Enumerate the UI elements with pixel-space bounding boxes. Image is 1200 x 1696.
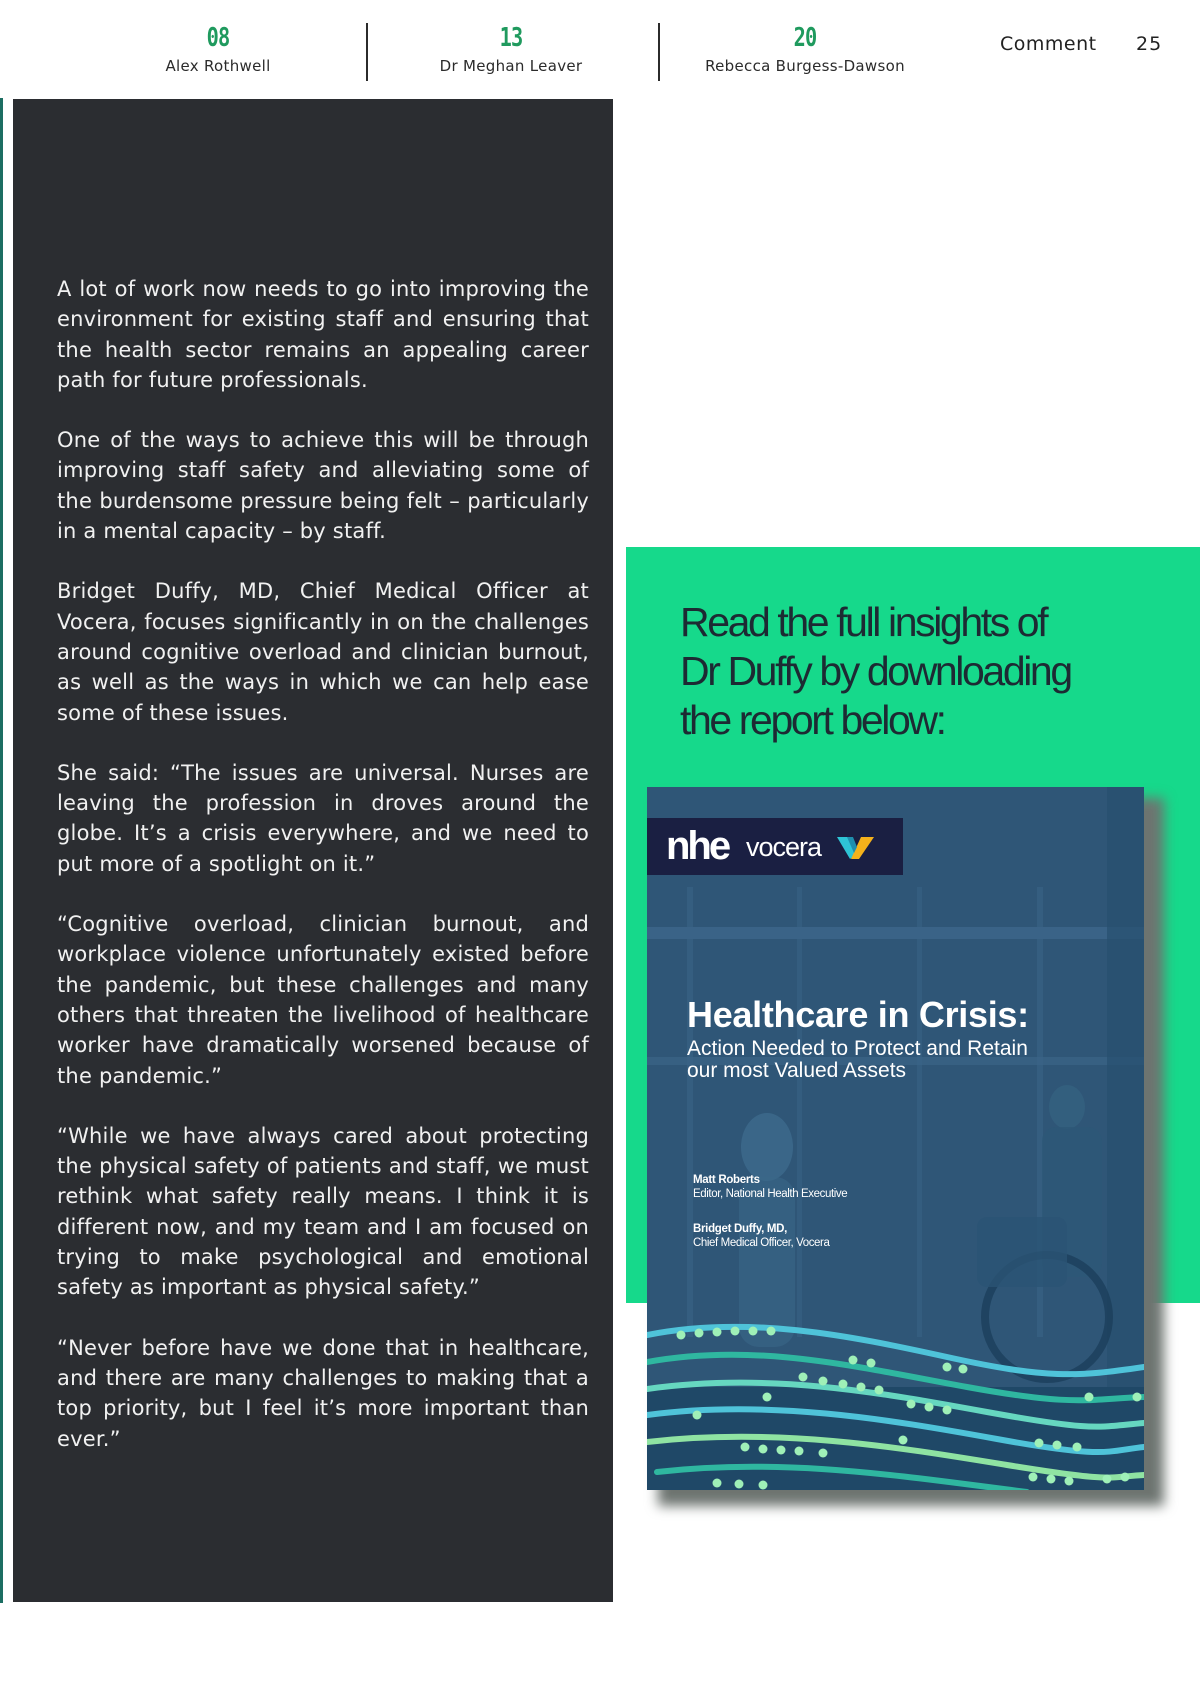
nav-author-name: Dr Meghan Leaver <box>439 57 583 75</box>
nav-link-dr-meghan-leaver[interactable] <box>366 20 656 76</box>
vocera-logo: vocera <box>746 832 822 862</box>
promo-heading <box>680 598 1180 745</box>
article-paragraph: “Cognitive overload, clinician burnout, and workplace violence unfortunately existed before the pandemic, but these challenges and many others that threaten the livelihood of healthcare worker have dramatically worsened because of the pandemic.” <box>57 912 589 1088</box>
article-paragraph: She said: “The issues are universal. Nurses are leaving the profession in droves around the globe. It’s a crisis everywhere, and we need to put more of a spotlight on it.” <box>57 760 589 876</box>
nav-page-number: 08 <box>206 23 230 53</box>
nav-page-number: 20 <box>793 23 817 53</box>
article-paragraph: A lot of work now needs to go into improving the environment for existing staff and ensuring that the health sector remains an appealing career path for future professionals. <box>57 277 589 392</box>
nav-author-name: Alex Rothwell <box>165 57 271 75</box>
promo-heading-line: Read the full insights of <box>680 599 1047 645</box>
promo-heading-line: the report below: <box>680 697 945 743</box>
contributor-name: Matt Roberts <box>693 1174 760 1186</box>
decorative-wave-pattern <box>647 787 1144 1490</box>
left-edge-strip <box>0 98 3 1603</box>
nav-author-name: Rebecca Burgess-Dawson <box>705 57 905 75</box>
report-cover-download[interactable] <box>647 787 1144 1490</box>
article-paragraph: “While we have always cared about protecting the physical safety of patients and staff, we must rethink what safety really means. I think it is different now, and my team and I am focused on trying to make psychological and emotional safety as important as physical safety.” <box>57 1123 589 1300</box>
report-subtitle-line: Action Needed to Protect and Retain <box>687 1037 1028 1060</box>
report-title: Healthcare in Crisis: <box>687 994 1029 1035</box>
report-subtitle-line: our most Valued Assets <box>687 1059 907 1082</box>
article-panel <box>13 99 613 1602</box>
nav-link-alex-rothwell[interactable] <box>73 20 363 76</box>
contributor-role: Editor, National Health Executive <box>693 1188 848 1200</box>
section-label: Comment <box>1000 33 1097 55</box>
page-number: 25 <box>1136 33 1163 55</box>
article-paragraph: “Never before have we done that in healthcare, and there are many challenges to making that a top priority, but I feel it’s more important than ever.” <box>57 1335 589 1451</box>
contributor-name: Bridget Duffy, MD, <box>693 1223 788 1235</box>
nav-link-rebecca-burgess-dawson[interactable] <box>660 20 950 76</box>
article-paragraph: Bridget Duffy, MD, Chief Medical Officer at Vocera, focuses significantly in on the challenges around cognitive overload and clinician burnout, as well as the ways in which we can help ease some of these issues. <box>57 579 589 725</box>
contributor-role: Chief Medical Officer, Vocera <box>693 1237 830 1249</box>
nhe-logo: nhe <box>666 824 729 868</box>
article-paragraph: One of the ways to achieve this will be through improving staff safety and alleviating some of the burdensome pressure being felt – particularly in a mental capacity – by staff. <box>57 428 589 544</box>
nav-page-number: 13 <box>499 23 523 53</box>
promo-heading-line: Dr Duffy by downloading <box>680 648 1071 694</box>
